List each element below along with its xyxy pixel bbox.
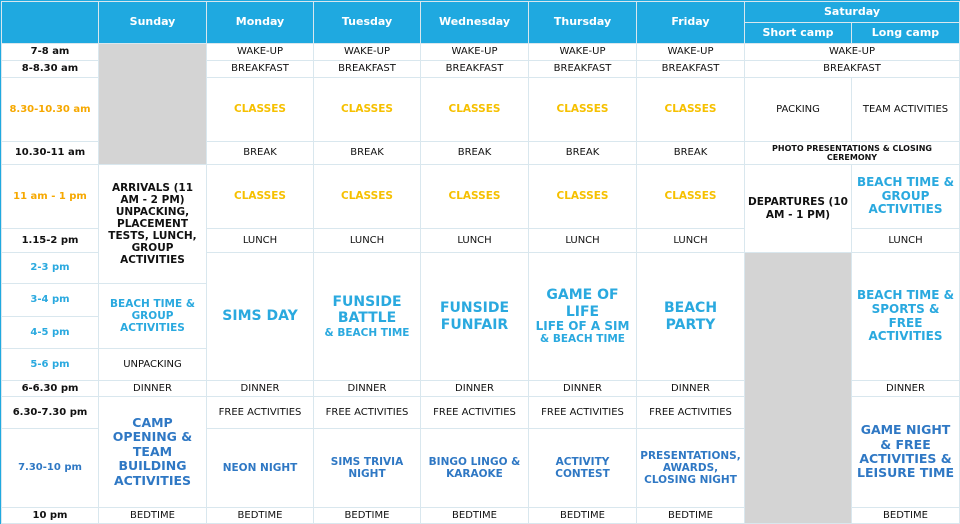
header-short-camp: Short camp xyxy=(745,23,852,44)
thursday-day-subtitle-2: & BEACH TIME xyxy=(540,333,625,346)
time-slot: 7-8 am xyxy=(2,44,99,61)
wednesday-classes: CLASSES xyxy=(421,78,529,142)
monday-wake-up: WAKE-UP xyxy=(207,44,314,61)
tuesday-classes-midday: CLASSES xyxy=(314,165,421,229)
wednesday-breakfast: BREAKFAST xyxy=(421,61,529,78)
monday-neon-night: NEON NIGHT xyxy=(207,429,314,508)
header-tuesday: Tuesday xyxy=(314,2,421,44)
monday-sims-day: SIMS DAY xyxy=(207,253,314,381)
header-saturday: Saturday xyxy=(745,2,960,23)
monday-classes: CLASSES xyxy=(207,78,314,142)
monday-free-activities: FREE ACTIVITIES xyxy=(207,397,314,429)
wednesday-wake-up: WAKE-UP xyxy=(421,44,529,61)
wednesday-bingo-karaoke: BINGO LINGO & KARAOKE xyxy=(421,429,529,508)
time-slot: 5-6 pm xyxy=(2,349,99,381)
saturday-long-bedtime: BEDTIME xyxy=(852,508,960,524)
wednesday-break: BREAK xyxy=(421,142,529,165)
thursday-lunch: LUNCH xyxy=(529,229,637,253)
thursday-classes-midday: CLASSES xyxy=(529,165,637,229)
tuesday-free-activities: FREE ACTIVITIES xyxy=(314,397,421,429)
monday-classes-midday: CLASSES xyxy=(207,165,314,229)
friday-breakfast: BREAKFAST xyxy=(637,61,745,78)
time-slot: 8.30-10.30 am xyxy=(2,78,99,142)
saturday-wake-up: WAKE-UP xyxy=(745,44,960,61)
saturday-short-empty-block xyxy=(745,253,852,524)
tuesday-lunch: LUNCH xyxy=(314,229,421,253)
tuesday-funside-battle xyxy=(314,253,421,381)
thursday-free-activities: FREE ACTIVITIES xyxy=(529,397,637,429)
thursday-day-subtitle: LIFE OF A SIM xyxy=(535,318,630,333)
friday-classes: CLASSES xyxy=(637,78,745,142)
header-sunday: Sunday xyxy=(99,2,207,44)
thursday-dinner: DINNER xyxy=(529,381,637,397)
monday-dinner: DINNER xyxy=(207,381,314,397)
saturday-long-game-night: GAME NIGHT & FREE ACTIVITIES & LEISURE TIME xyxy=(852,397,960,508)
saturday-team-activities: TEAM ACTIVITIES xyxy=(852,78,960,142)
friday-classes-midday: CLASSES xyxy=(637,165,745,229)
sunday-unpacking: UNPACKING xyxy=(99,349,207,381)
thursday-bedtime: BEDTIME xyxy=(529,508,637,524)
monday-bedtime: BEDTIME xyxy=(207,508,314,524)
saturday-photo-ceremony: PHOTO PRESENTATIONS & CLOSING CEREMONY xyxy=(745,142,960,165)
time-slot: 1.15-2 pm xyxy=(2,229,99,253)
saturday-long-beach-group: BEACH TIME & GROUP ACTIVITIES xyxy=(852,165,960,229)
tuesday-classes: CLASSES xyxy=(314,78,421,142)
header-thursday: Thursday xyxy=(529,2,637,44)
saturday-breakfast: BREAKFAST xyxy=(745,61,960,78)
time-slot: 6.30-7.30 pm xyxy=(2,397,99,429)
friday-break: BREAK xyxy=(637,142,745,165)
time-slot: 6-6.30 pm xyxy=(2,381,99,397)
camp-schedule-table xyxy=(1,1,960,524)
wednesday-classes-midday: CLASSES xyxy=(421,165,529,229)
tuesday-bedtime: BEDTIME xyxy=(314,508,421,524)
thursday-break: BREAK xyxy=(529,142,637,165)
friday-bedtime: BEDTIME xyxy=(637,508,745,524)
thursday-day-title: GAME OF LIFE xyxy=(546,287,619,320)
tuesday-day-subtitle: & BEACH TIME xyxy=(324,326,410,339)
wednesday-funside-funfair: FUNSIDE FUNFAIR xyxy=(421,253,529,381)
thursday-activity-contest: ACTIVITY CONTEST xyxy=(529,429,637,508)
time-slot: 10.30-11 am xyxy=(2,142,99,165)
sunday-arrivals: ARRIVALS (11 AM - 2 PM) UNPACKING, PLACEMENT TESTS, LUNCH, GROUP ACTIVITIES xyxy=(99,165,207,284)
tuesday-wake-up: WAKE-UP xyxy=(314,44,421,61)
header-monday: Monday xyxy=(207,2,314,44)
wednesday-free-activities: FREE ACTIVITIES xyxy=(421,397,529,429)
header-wednesday: Wednesday xyxy=(421,2,529,44)
tuesday-breakfast: BREAKFAST xyxy=(314,61,421,78)
monday-breakfast: BREAKFAST xyxy=(207,61,314,78)
time-slot: 8-8.30 am xyxy=(2,61,99,78)
friday-beach-party: BEACH PARTY xyxy=(637,253,745,381)
thursday-breakfast: BREAKFAST xyxy=(529,61,637,78)
header-friday: Friday xyxy=(637,2,745,44)
time-slot: 10 pm xyxy=(2,508,99,524)
friday-closing-night: PRESENTATIONS, AWARDS, CLOSING NIGHT xyxy=(637,429,745,508)
tuesday-break: BREAK xyxy=(314,142,421,165)
sunday-beach-time: BEACH TIME & GROUP ACTIVITIES xyxy=(99,284,207,349)
monday-break: BREAK xyxy=(207,142,314,165)
saturday-departures: DEPARTURES (10 AM - 1 PM) xyxy=(745,165,852,253)
corner-header xyxy=(2,2,99,44)
time-slot: 2-3 pm xyxy=(2,253,99,284)
sunday-empty-block xyxy=(99,44,207,165)
header-long-camp: Long camp xyxy=(852,23,960,44)
time-slot: 3-4 pm xyxy=(2,284,99,317)
time-slot: 11 am - 1 pm xyxy=(2,165,99,229)
wednesday-dinner: DINNER xyxy=(421,381,529,397)
time-slot: 7.30-10 pm xyxy=(2,429,99,508)
friday-lunch: LUNCH xyxy=(637,229,745,253)
monday-lunch: LUNCH xyxy=(207,229,314,253)
sunday-camp-opening: CAMP OPENING & TEAM BUILDING ACTIVITIES xyxy=(99,397,207,508)
wednesday-bedtime: BEDTIME xyxy=(421,508,529,524)
tuesday-sims-trivia: SIMS TRIVIA NIGHT xyxy=(314,429,421,508)
thursday-game-of-life xyxy=(529,253,637,381)
thursday-wake-up: WAKE-UP xyxy=(529,44,637,61)
saturday-long-lunch: LUNCH xyxy=(852,229,960,253)
sunday-bedtime: BEDTIME xyxy=(99,508,207,524)
sunday-dinner: DINNER xyxy=(99,381,207,397)
friday-free-activities: FREE ACTIVITIES xyxy=(637,397,745,429)
saturday-packing: PACKING xyxy=(745,78,852,142)
friday-dinner: DINNER xyxy=(637,381,745,397)
saturday-long-beach-sports: BEACH TIME & SPORTS & FREE ACTIVITIES xyxy=(852,253,960,381)
thursday-classes: CLASSES xyxy=(529,78,637,142)
tuesday-dinner: DINNER xyxy=(314,381,421,397)
saturday-long-dinner: DINNER xyxy=(852,381,960,397)
wednesday-lunch: LUNCH xyxy=(421,229,529,253)
tuesday-day-title: FUNSIDE BATTLE xyxy=(332,294,402,327)
friday-wake-up: WAKE-UP xyxy=(637,44,745,61)
time-slot: 4-5 pm xyxy=(2,317,99,349)
